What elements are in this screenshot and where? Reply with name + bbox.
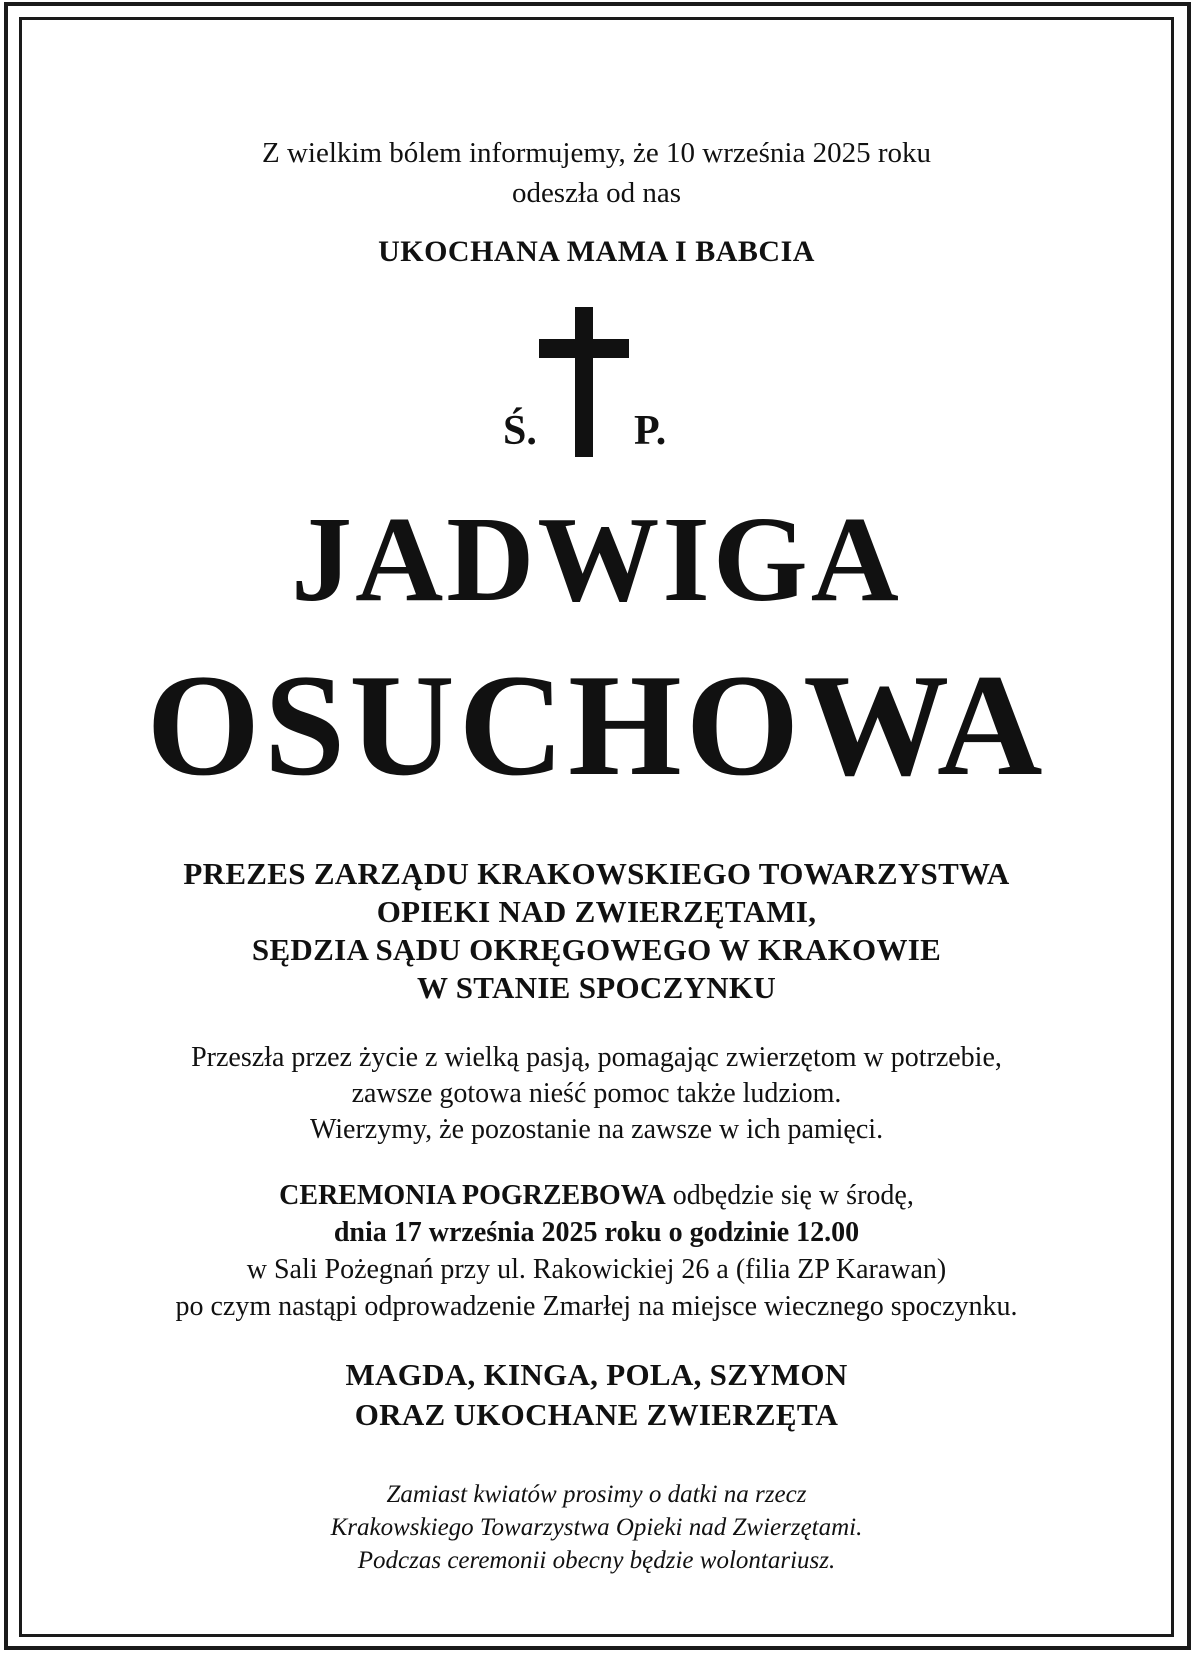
intro-line-2: odeszła od nas xyxy=(511,177,682,209)
ceremony-line-1 xyxy=(22,1177,1171,1214)
ceremony-day: odbędzie się w środę, xyxy=(665,1180,914,1211)
position-line: PREZES ZARZĄDU KRAKOWSKIEGO TOWARZYSTWA xyxy=(183,856,1010,891)
biography-text xyxy=(22,1040,1171,1148)
family-line: MAGDA, KINGA, POLA, SZYMON xyxy=(345,1357,848,1392)
position-line: SĘDZIA SĄDU OKRĘGOWEGO W KRAKOWIE xyxy=(251,932,942,967)
bio-line: Przeszła przez życie z wielką pasją, pomagając zwierzętom w potrzebie, xyxy=(191,1042,1002,1073)
family-signature xyxy=(22,1355,1171,1435)
intro-line-1: Z wielkim bólem informujemy, że 10 września 2025 roku xyxy=(262,137,931,169)
ceremony-location: w Sali Pożegnań przy ul. Rakowickiej 26 a (filia ZP Karawan) xyxy=(246,1254,947,1285)
honorific-left: Ś. xyxy=(503,408,537,454)
position-line: W STANIE SPOCZYNKU xyxy=(416,970,777,1005)
request-line: Krakowskiego Towarzystwa Opieki nad Zwierzętami. xyxy=(330,1514,863,1541)
family-line: ORAZ UKOCHANE ZWIERZĘTA xyxy=(354,1397,839,1432)
deceased-first-name: JADWIGA xyxy=(291,492,902,627)
bio-line: zawsze gotowa nieść pomoc także ludziom. xyxy=(351,1078,842,1109)
position-line: OPIEKI NAD ZWIERZĘTAMI, xyxy=(376,894,817,929)
positions-held xyxy=(22,855,1171,1007)
ceremony-info xyxy=(22,1177,1171,1325)
ceremony-label: CEREMONIA POGRZEBOWA xyxy=(279,1180,666,1211)
honorific-right: P. xyxy=(634,408,667,454)
cross-icon xyxy=(539,307,629,457)
obituary-notice xyxy=(22,20,1171,1634)
ceremony-date-time: dnia 17 września 2025 roku o godzinie 12.00 xyxy=(333,1217,860,1248)
bio-line: Wierzymy, że pozostanie na zawsze w ich pamięci. xyxy=(309,1114,884,1145)
donation-request xyxy=(22,1478,1171,1577)
ceremony-burial: po czym nastąpi odprowadzenie Zmarłej na miejsce wiecznego spoczynku. xyxy=(175,1291,1018,1322)
request-line: Podczas ceremonii obecny będzie wolontariusz. xyxy=(357,1547,836,1574)
relationship-title: UKOCHANA MAMA I BABCIA xyxy=(378,235,815,268)
deceased-last-name: OSUCHOWA xyxy=(146,644,1047,806)
intro-text xyxy=(22,133,1171,213)
request-line: Zamiast kwiatów prosimy o datki na rzecz xyxy=(386,1481,807,1508)
